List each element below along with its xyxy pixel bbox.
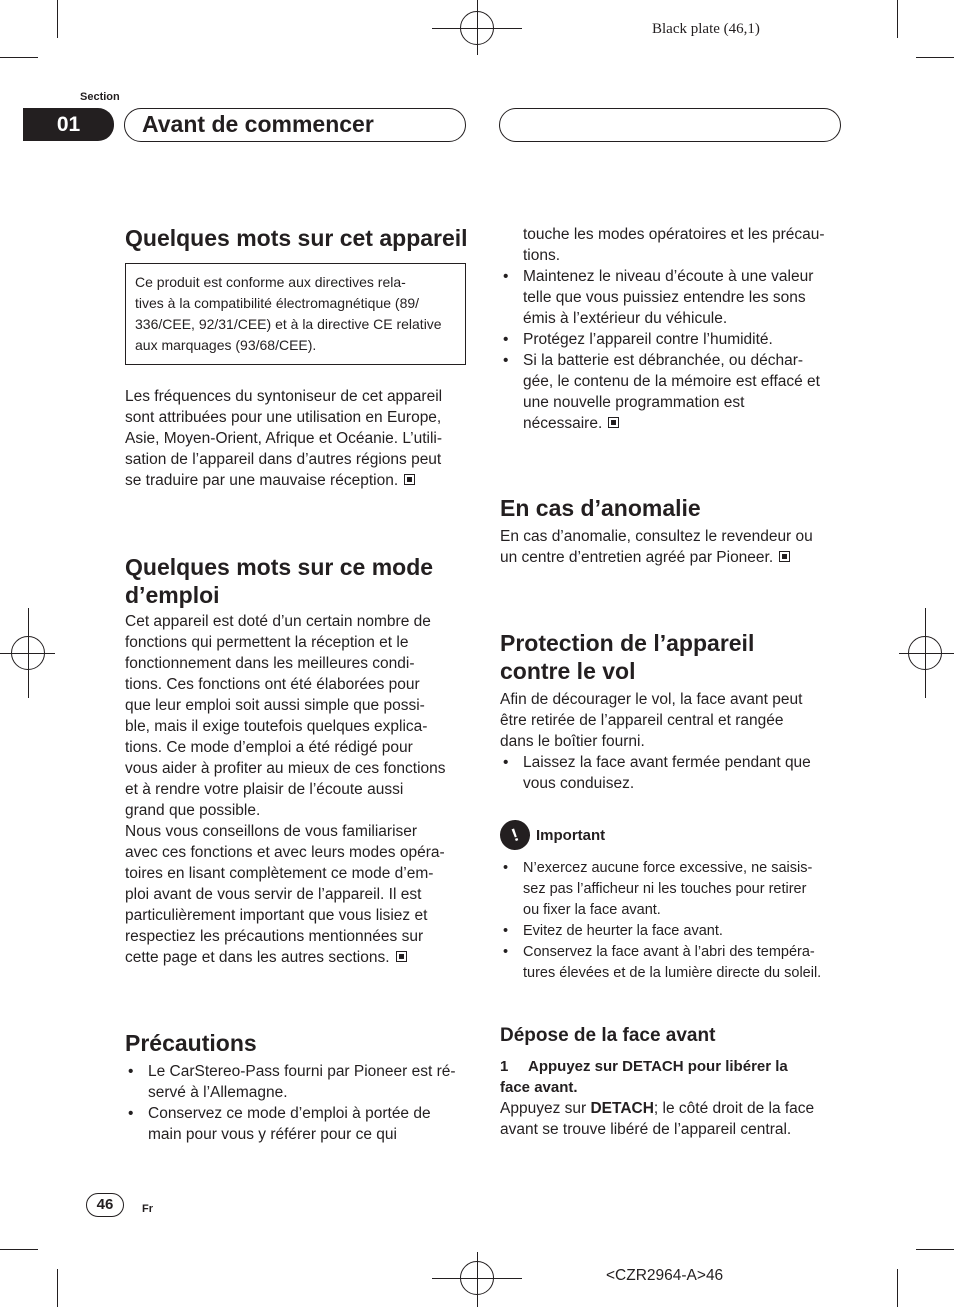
- paragraph-protection: [500, 689, 845, 752]
- text-line: un centre d’entretien agréé par Pioneer.: [500, 549, 774, 566]
- precautions-list: [125, 1061, 469, 1145]
- text-line: main pour vous y référer pour ce qui: [148, 1126, 397, 1143]
- heading-anomalie: En cas d’anomalie: [500, 495, 701, 521]
- list-item: [500, 266, 845, 329]
- text-line: • Le CarStereo-Pass fourni par Pioneer est ré-: [148, 1063, 456, 1080]
- important-list: [500, 858, 845, 984]
- text-line: sont attribuées pour une utilisation en Europe,: [125, 409, 442, 426]
- list-item: [500, 942, 845, 984]
- text-line: • Conservez ce mode d’emploi à portée de: [148, 1105, 431, 1122]
- text-line: • Protégez l’appareil contre l’humidité.: [523, 331, 773, 348]
- text-line: tures élevées et de la lumière directe du soleil.: [523, 965, 822, 981]
- detach-key-label: DETACH: [590, 1100, 654, 1117]
- text-line: • Si la batterie est débranchée, ou déchar-: [523, 352, 804, 369]
- text-line: ploi avant de vous servir de l’appareil. Il est: [125, 886, 422, 903]
- section-label: Section: [80, 91, 120, 103]
- section-number: 01: [23, 108, 114, 141]
- list-item: [125, 1061, 469, 1103]
- step-1: [500, 1056, 845, 1098]
- paragraph-mode-emploi: [125, 611, 469, 968]
- text-line: vous aider à profiter au mieux de ces fonctions: [125, 760, 446, 777]
- text-line: sation de l’appareil dans d’autres régions peut: [125, 451, 442, 468]
- paragraph-frequencies: [125, 386, 469, 491]
- text-run: Appuyez sur: [500, 1100, 591, 1117]
- text-line: ble, mais il exige toutefois quelques explica-: [125, 718, 428, 735]
- end-mark-icon: [396, 951, 407, 962]
- text-line: être retirée de l’appareil central et rangée: [500, 712, 784, 729]
- text-line: • Conservez la face avant à l’abri des tempéra-: [523, 944, 815, 960]
- text-line: telle que vous puissiez entendre les sons: [523, 289, 806, 306]
- text-line: toires en lisant complètement ce mode d’em-: [125, 865, 434, 882]
- text-line: particulièrement important que vous lisiez et: [125, 907, 428, 924]
- text-line: gée, le contenu de la mémoire est effacé et: [523, 373, 820, 390]
- text-line: • N’exercez aucune force excessive, ne saisis-: [523, 860, 813, 876]
- end-mark-icon: [779, 551, 790, 562]
- text-line: avant se trouve libéré de l’appareil central.: [500, 1121, 792, 1138]
- text-line: et à rendre votre plaisir de l’écoute aussi: [125, 781, 404, 798]
- section-title-box-empty: [499, 108, 841, 142]
- notice-line: aux marquages (93/68/CEE).: [135, 337, 317, 353]
- text-line: une nouvelle programmation est: [523, 394, 745, 411]
- right-column: [500, 224, 845, 1140]
- important-label: Important: [536, 826, 606, 844]
- list-item: [500, 350, 845, 434]
- text-line: tions. Ce mode d’emploi a été rédigé pour: [125, 739, 413, 756]
- important-header: [500, 820, 845, 850]
- text-line: Les fréquences du syntoniseur de cet appareil: [125, 388, 443, 405]
- text-line: • Laissez la face avant fermée pendant que: [523, 754, 811, 771]
- notice-line: Ce produit est conforme aux directives rela-: [135, 274, 406, 290]
- text-line: Asie, Moyen-Orient, Afrique et Océanie. L’utili-: [125, 430, 443, 447]
- text-line: tions.: [523, 247, 561, 264]
- text-line: nécessaire.: [523, 415, 603, 432]
- heading-line: d’emploi: [125, 582, 220, 608]
- text-line: Nous vous conseillons de vous familiariser: [125, 823, 418, 840]
- text-line: Appuyez sur DETACH pour libérer la: [528, 1058, 788, 1075]
- text-line: face avant.: [500, 1079, 578, 1096]
- notice-line: tives à la compatibilité électromagnétique (89/: [135, 295, 420, 311]
- page-number: 46: [86, 1193, 124, 1217]
- text-line: vous conduisez.: [523, 775, 635, 792]
- text-line: avec ces fonctions et avec leurs modes opéra-: [125, 844, 445, 861]
- text-line: grand que possible.: [125, 802, 261, 819]
- list-item: [500, 329, 845, 350]
- heading-appareil: Quelques mots sur cet appareil: [125, 225, 468, 251]
- list-item-continuation: [500, 224, 845, 266]
- heading-protection-vol: [500, 629, 845, 685]
- text-line: ou fixer la face avant.: [523, 902, 661, 918]
- text-line: sez pas l’afficheur ni les touches pour retirer: [523, 881, 807, 897]
- protection-list: [500, 752, 845, 794]
- text-run: ; le côté droit de la face: [653, 1100, 815, 1117]
- left-column: [125, 224, 469, 1145]
- text-line: touche les modes opératoires et les précau-: [523, 226, 825, 243]
- text-line: que leur emploi soit aussi simple que possi-: [125, 697, 425, 714]
- text-line: dans le boîtier fourni.: [500, 733, 645, 750]
- list-item: [500, 921, 845, 942]
- plate-label: Black plate (46,1): [652, 21, 760, 37]
- list-item: [500, 858, 845, 921]
- paragraph-anomalie: [500, 526, 845, 568]
- text-line: • Maintenez le niveau d’écoute à une valeur: [523, 268, 814, 285]
- section-title: Avant de commencer: [124, 108, 466, 142]
- important-icon: !: [496, 816, 534, 854]
- text-line: fonctions qui permettent la réception et le: [125, 634, 409, 651]
- text-line: tions. Ces fonctions ont été élaborées pour: [125, 676, 420, 693]
- heading-line: contre le vol: [500, 658, 636, 684]
- notice-line: 336/CEE, 92/31/CEE) et à la directive CE relative: [135, 316, 442, 332]
- text-line: Afin de décourager le vol, la face avant peut: [500, 691, 803, 708]
- language-code: Fr: [142, 1203, 153, 1215]
- ce-notice-box: [125, 263, 466, 365]
- text-line: • Evitez de heurter la face avant.: [523, 923, 723, 939]
- text-line: En cas d’anomalie, consultez le revendeur ou: [500, 528, 813, 545]
- list-item: [500, 752, 845, 794]
- text-line: émis à l’extérieur du véhicule.: [523, 310, 728, 327]
- heading-precautions: Précautions: [125, 1030, 257, 1056]
- list-item: [125, 1103, 469, 1145]
- text-line: servé à l’Allemagne.: [148, 1084, 288, 1101]
- end-mark-icon: [608, 417, 619, 428]
- end-mark-icon: [404, 474, 415, 485]
- document-code: <CZR2964-A>46: [606, 1267, 724, 1284]
- heading-mode-emploi: [125, 553, 469, 609]
- text-line: cette page et dans les autres sections.: [125, 949, 390, 966]
- heading-line: Protection de l’appareil: [500, 630, 755, 656]
- paragraph-depose: [500, 1098, 845, 1140]
- heading-line: Quelques mots sur ce mode: [125, 554, 434, 580]
- text-line: fonctionnement dans les meilleures condi-: [125, 655, 415, 672]
- text-line: respectiez les précautions mentionnées sur: [125, 928, 424, 945]
- text-line: se traduire par une mauvaise réception.: [125, 472, 399, 489]
- step-number: 1: [500, 1058, 509, 1075]
- text-line: Cet appareil est doté d’un certain nombre de: [125, 613, 431, 630]
- heading-depose: Dépose de la face avant: [500, 1025, 716, 1046]
- precautions-list-continued: [500, 224, 845, 434]
